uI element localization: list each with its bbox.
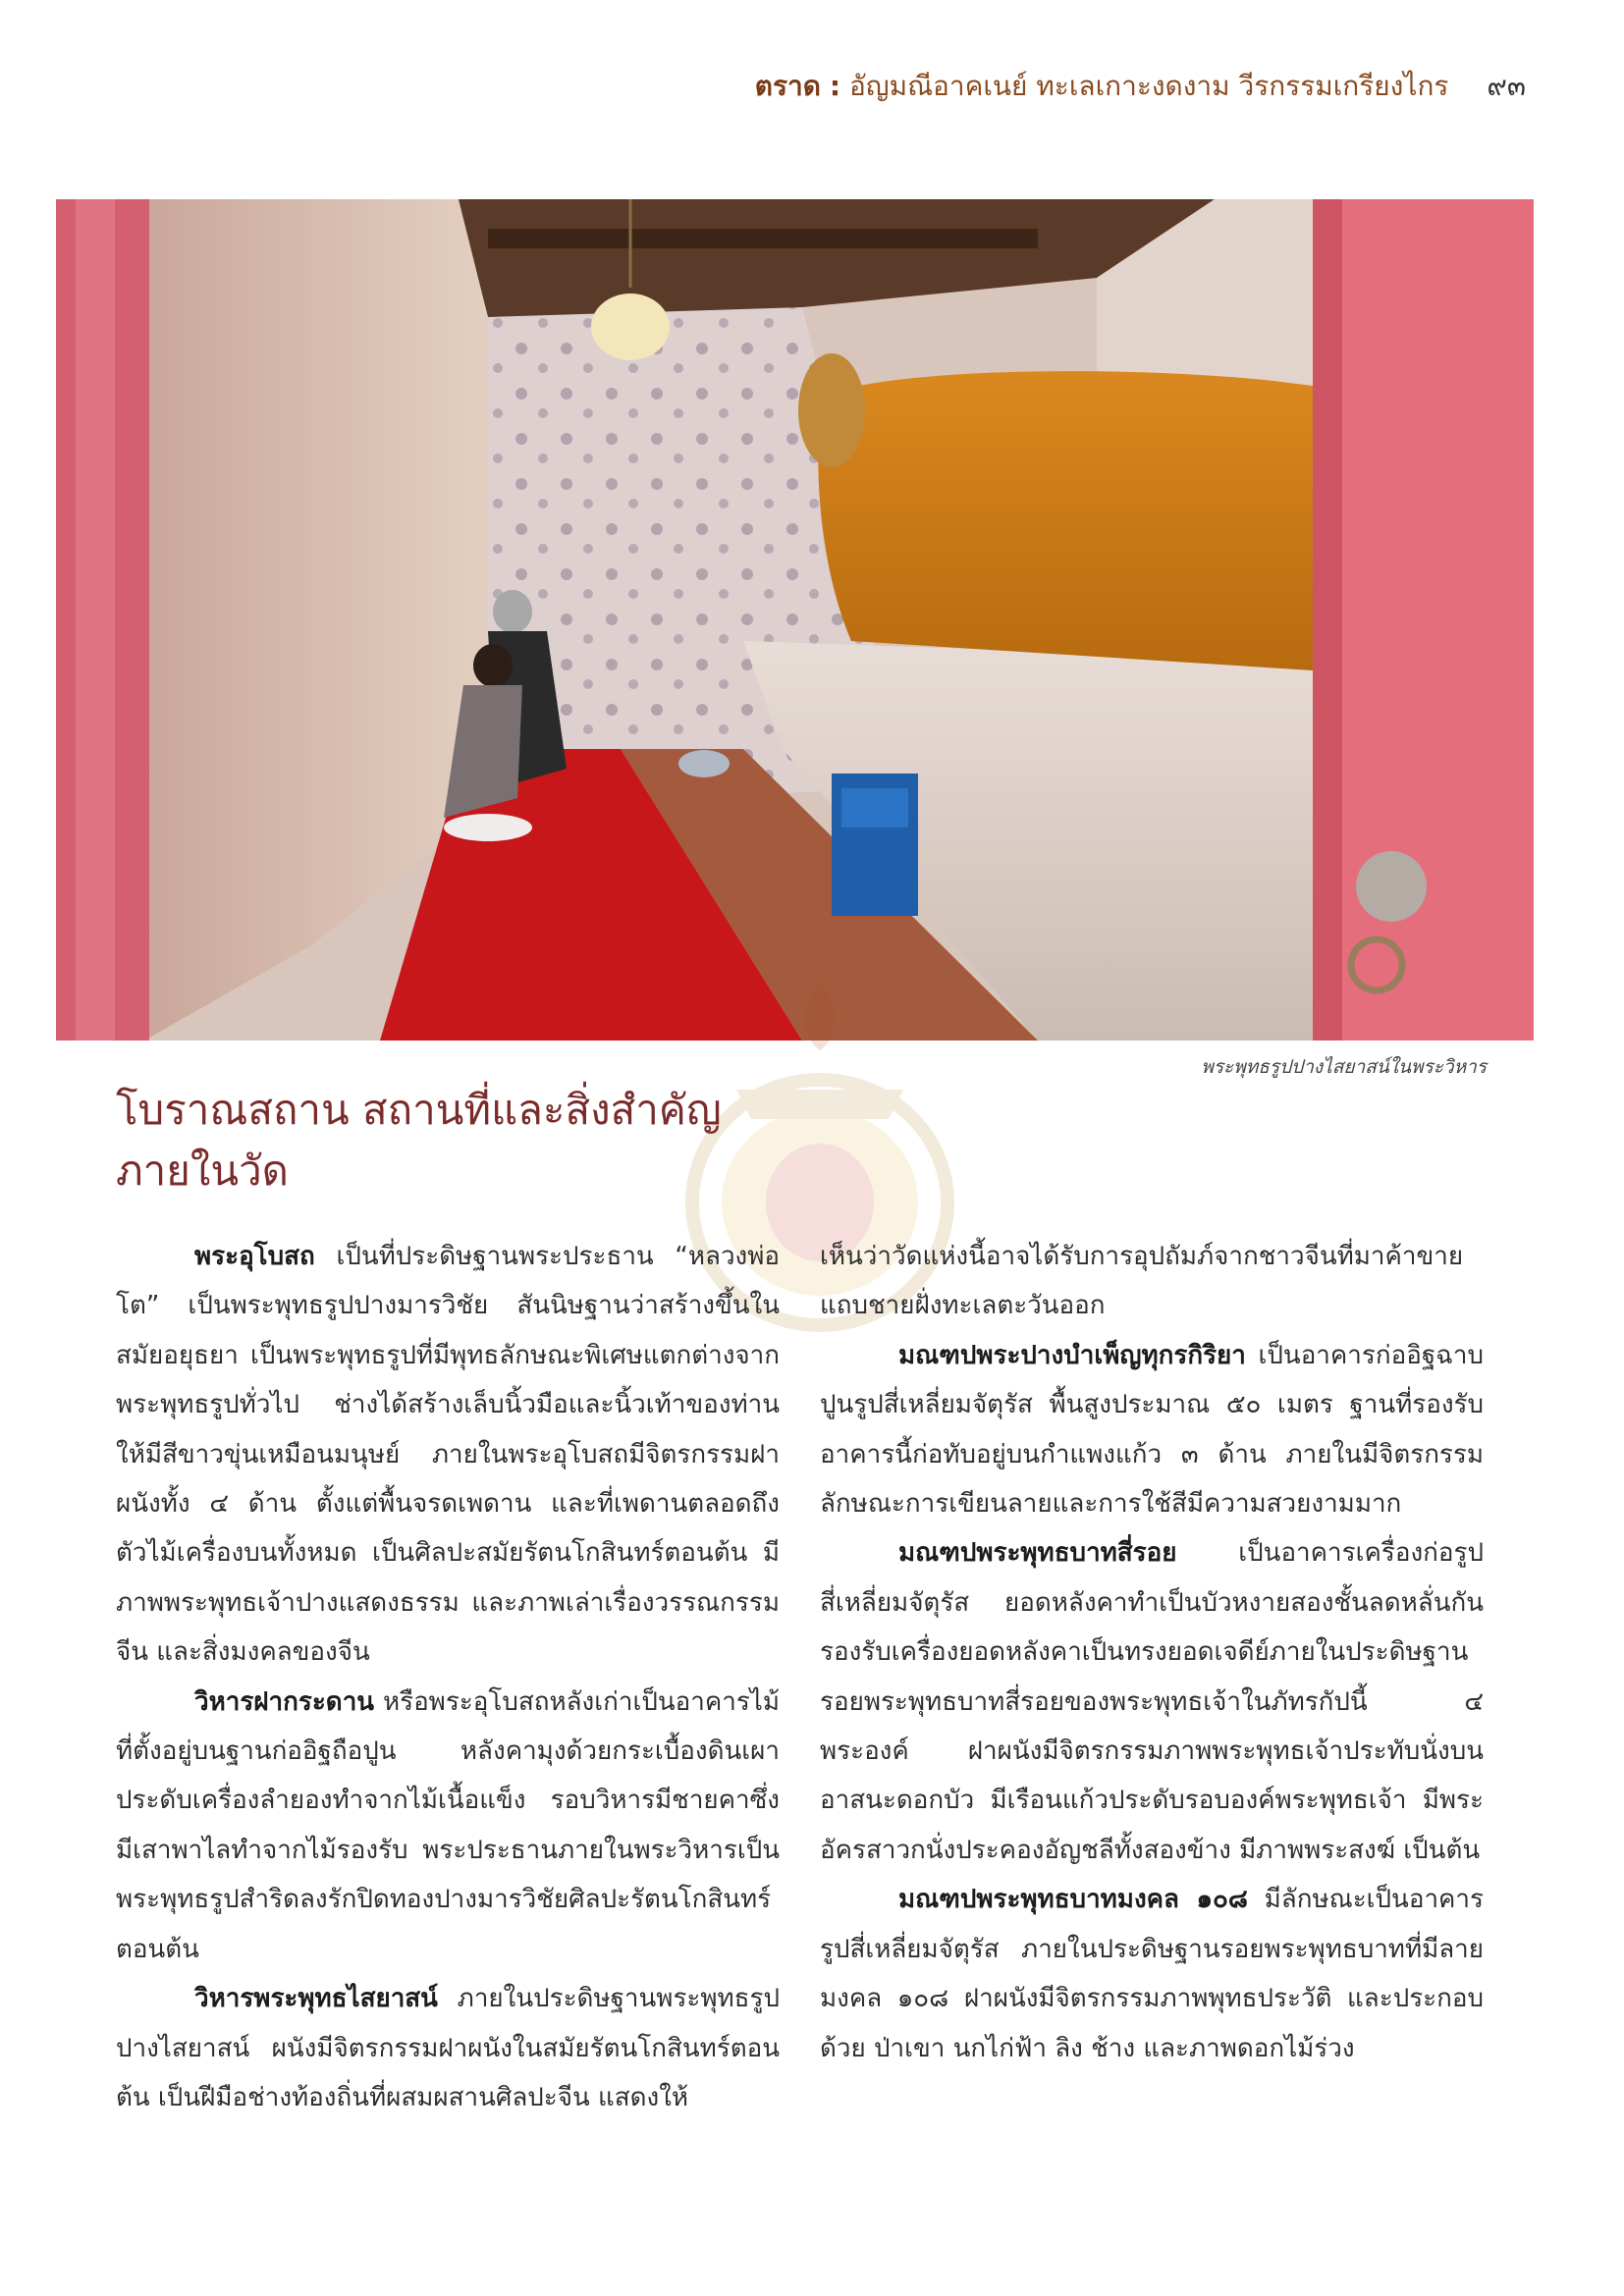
- paragraph-text: เป็นอาคารก่ออิฐฉาบปูนรูปสี่เหลี่ยมจัตุรัส พื้นสูงประมาณ ๕๐ เมตร ฐานที่รองรับอาคารนี้ก่อทับอยู่บนกำแพงแก้ว ๓ ด้าน ภายในมีจิตรกรรมลักษณะการเขียนลายและการใช้สีมีความสวยงามมาก: [820, 1340, 1484, 1520]
- section-title: โบราณสถาน สถานที่และสิ่งสำคัญภายในวัด: [116, 1086, 722, 1195]
- paragraph-heading: มณฑปพระพุทธบาทสี่รอย: [898, 1538, 1177, 1569]
- paragraph-heading: มณฑปพระพุทธบาทมงคล ๑๐๘: [898, 1885, 1248, 1915]
- photo-caption: พระพุทธรูปปางไสยาสน์ในพระวิหาร: [1201, 1056, 1487, 1078]
- left-column: [116, 1232, 780, 2122]
- header-separator: :: [829, 70, 841, 102]
- paragraph-vihara-reclining: [116, 1974, 780, 2122]
- paragraph-text: หรือพระอุโบสถหลังเก่าเป็นอาคารไม้ที่ตั้งอยู่บนฐานก่ออิฐถือปูน หลังคามุงด้วยกระเบื้องดินเผา ประดับเครื่องลำยองทำจากไม้เนื้อแข็ง รอบวิหารมีชายคาซึ่งมีเสาพาไลทำจากไม้รองรับ พระประธานภายในพระวิหารเป็นพระพุทธรูปสำริดลงรักปิดทองปางมารวิชัยศิลปะรัตนโกสินทร์ตอนต้น: [116, 1686, 780, 1964]
- paragraph-mondop-108: [820, 1875, 1484, 2073]
- paragraph-heading: วิหารพระพุทธไสยาสน์: [194, 1984, 438, 2014]
- paragraph-text: เป็นอาคารเครื่องก่อรูปสี่เหลี่ยมจัตุรัส ยอดหลังคาทำเป็นบัวหงายสองชั้นลดหลั่นกันรองรับเครื่องยอดหลังคาเป็นทรงยอดเจดีย์ภายในประดิษฐานรอยพระพุทธบาทสี่รอยของพระพุทธเจ้าในภัทรกัปนี้ ๔ พระองค์ ฝาผนังมีจิตรกรรมภาพพระพุทธเจ้าประทับนั่งบนอาสนะดอกบัว มีเรือนแก้วประดับรอบองค์พระพุทธเจ้า มีพระอัครสาวกนั่งประคองอัญชลีทั้งสองข้าง มีภาพพระสงฆ์ เป็นต้น: [820, 1538, 1484, 1865]
- paragraph-vihara-fakradan: [116, 1678, 780, 1974]
- paragraph-text: มีลักษณะเป็นอาคารรูปสี่เหลี่ยมจัตุรัส ภายในประดิษฐานรอยพระพุทธบาทที่มีลายมงคล ๑๐๘ ฝาผนังมีจิตรกรรมภาพพุทธประวัติ และประกอบด้วย ป่าเขา นกไก่ฟ้า ลิง ช้าง และภาพดอกไม้ร่วง: [820, 1885, 1484, 2063]
- header-tagline: อัญมณีอาคเนย์ ทะเลเกาะงดงาม วีรกรรมเกรียงไกร: [848, 70, 1449, 102]
- page-number: ๙๓: [1487, 70, 1526, 102]
- paragraph-text: เห็นว่าวัดแห่งนี้อาจได้รับการอุปถัมภ์จากชาวจีนที่มาค้าขายแถบชายฝั่งทะเลตะวันออก: [820, 1242, 1464, 1321]
- right-column: [820, 1232, 1484, 2073]
- header-province: ตราด: [754, 70, 821, 102]
- paragraph-mondop-ascetic: [820, 1331, 1484, 1529]
- reclining-buddha-photo: [56, 199, 1534, 1041]
- paragraph-heading: มณฑปพระปางบำเพ็ญทุกรกิริยา: [898, 1340, 1246, 1370]
- paragraph-text: เป็นที่ประดิษฐานพระประธาน “หลวงพ่อโต” เป็นพระพุทธรูปปางมารวิชัย สันนิษฐานว่าสร้างขึ้นในสมัยอยุธยา เป็นพระพุทธรูปที่มีพุทธลักษณะพิเศษแตกต่างจากพระพุทธรูปทั่วไป ช่างได้สร้างเล็บนิ้วมือและนิ้วเท้าของท่านให้มีสีขาวขุ่นเหมือนมนุษย์ ภายในพระอุโบสถมีจิตรกรรมฝาผนังทั้ง ๔ ด้าน ตั้งแต่พื้นจรดเพดาน และที่เพดานตลอดถึงตัวไม้เครื่องบนทั้งหมด เป็นศิลปะสมัยรัตนโกสินทร์ตอนต้น มีภาพพระพุทธเจ้าปางแสดงธรรม และภาพเล่าเรื่องวรรณกรรมจีน และสิ่งมงคลของจีน: [116, 1242, 780, 1668]
- paragraph-continuation: [820, 1232, 1484, 1331]
- running-header: [755, 65, 1526, 108]
- paragraph-text: ภายในประดิษฐานพระพุทธรูปปางไสยาสน์ ผนังมีจิตรกรรมฝาผนังในสมัยรัตนโกสินทร์ตอนต้น เป็นฝีมือช่างท้องถิ่นที่ผสมผสานศิลปะจีน แสดงให้: [116, 1984, 780, 2112]
- paragraph-mondop-four-footprints: [820, 1528, 1484, 1875]
- paragraph-heading: พระอุโบสถ: [194, 1242, 315, 1271]
- paragraph-heading: วิหารฝากระดาน: [194, 1686, 375, 1717]
- paragraph-ubosot: [116, 1232, 780, 1678]
